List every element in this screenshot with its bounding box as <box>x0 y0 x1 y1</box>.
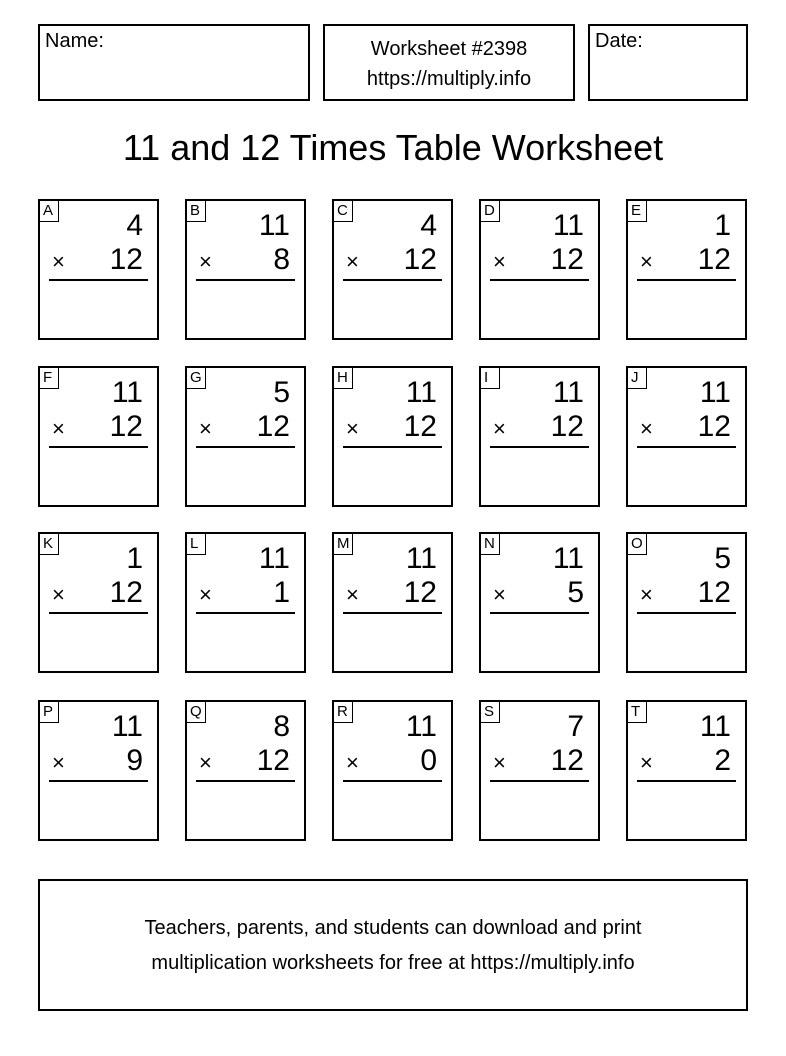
times-sign: × <box>346 750 359 775</box>
problem-box[interactable] <box>185 366 306 507</box>
footer-note <box>38 879 748 1011</box>
multiplier: 12 <box>109 410 143 443</box>
times-sign: × <box>640 750 653 775</box>
answer-line <box>196 612 295 614</box>
multiplicand: 11 <box>405 710 437 743</box>
multiplicand: 11 <box>111 710 143 743</box>
multiplicand: 1 <box>714 209 731 242</box>
multiplier: 12 <box>550 744 584 777</box>
times-sign: × <box>493 750 506 775</box>
answer-line <box>637 279 736 281</box>
times-sign: × <box>493 582 506 607</box>
problem-label: H <box>334 368 353 389</box>
problem-box[interactable] <box>479 199 600 340</box>
times-sign: × <box>640 249 653 274</box>
multiplicand: 11 <box>699 710 731 743</box>
multiplicand: 11 <box>258 209 290 242</box>
problem-label: F <box>40 368 59 389</box>
multiplier: 8 <box>273 243 290 276</box>
multiplicand: 4 <box>420 209 437 242</box>
multiplier: 12 <box>109 243 143 276</box>
footer-line-2: multiplication worksheets for free at https://multiply.info <box>151 952 635 974</box>
problem-box[interactable] <box>332 366 453 507</box>
multiplicand: 11 <box>699 376 731 409</box>
multiplicand: 4 <box>126 209 143 242</box>
answer-line <box>49 612 148 614</box>
date-field[interactable] <box>588 24 748 101</box>
problem-box[interactable] <box>626 366 747 507</box>
multiplier: 1 <box>273 576 290 609</box>
answer-line <box>637 612 736 614</box>
multiplier: 12 <box>256 410 290 443</box>
times-sign: × <box>640 416 653 441</box>
times-sign: × <box>346 582 359 607</box>
answer-line <box>490 612 589 614</box>
answer-line <box>637 780 736 782</box>
times-sign: × <box>199 582 212 607</box>
multiplicand: 5 <box>273 376 290 409</box>
times-sign: × <box>346 416 359 441</box>
answer-line <box>490 446 589 448</box>
problem-label: L <box>187 534 206 555</box>
answer-line <box>490 780 589 782</box>
problem-label: G <box>187 368 206 389</box>
answer-line <box>49 780 148 782</box>
problem-box[interactable] <box>626 199 747 340</box>
multiplier: 12 <box>697 576 731 609</box>
problem-label: B <box>187 201 206 222</box>
multiplier: 0 <box>420 744 437 777</box>
multiplier: 9 <box>126 744 143 777</box>
multiplicand: 11 <box>552 542 584 575</box>
name-label: Name: <box>45 30 104 52</box>
multiplier: 12 <box>403 243 437 276</box>
problem-box[interactable] <box>626 700 747 841</box>
answer-line <box>196 780 295 782</box>
answer-line <box>637 446 736 448</box>
answer-line <box>196 279 295 281</box>
times-sign: × <box>199 750 212 775</box>
problem-label: S <box>481 702 500 723</box>
multiplicand: 7 <box>567 710 584 743</box>
worksheet-url: https://multiply.info <box>366 68 532 90</box>
problem-box[interactable] <box>38 700 159 841</box>
multiplicand: 11 <box>111 376 143 409</box>
problem-label: J <box>628 368 647 389</box>
times-sign: × <box>199 416 212 441</box>
problem-label: O <box>628 534 647 555</box>
times-sign: × <box>52 750 65 775</box>
problem-box[interactable] <box>185 532 306 673</box>
name-field[interactable] <box>38 24 310 101</box>
problem-label: C <box>334 201 353 222</box>
problem-label: K <box>40 534 59 555</box>
problem-label: R <box>334 702 353 723</box>
times-sign: × <box>52 582 65 607</box>
problem-label: E <box>628 201 647 222</box>
problem-box[interactable] <box>479 700 600 841</box>
answer-line <box>49 446 148 448</box>
times-sign: × <box>199 249 212 274</box>
answer-line <box>49 279 148 281</box>
problem-box[interactable] <box>38 532 159 673</box>
answer-line <box>343 446 442 448</box>
multiplier: 12 <box>550 410 584 443</box>
times-sign: × <box>493 249 506 274</box>
multiplicand: 11 <box>258 542 290 575</box>
answer-line <box>343 279 442 281</box>
problem-box[interactable] <box>332 199 453 340</box>
problem-label: P <box>40 702 59 723</box>
multiplicand: 11 <box>405 542 437 575</box>
multiplicand: 5 <box>714 542 731 575</box>
answer-line <box>490 279 589 281</box>
problem-label: N <box>481 534 500 555</box>
problem-label: I <box>481 368 500 389</box>
times-sign: × <box>346 249 359 274</box>
problem-box[interactable] <box>185 700 306 841</box>
problem-box[interactable] <box>332 532 453 673</box>
multiplier: 2 <box>714 744 731 777</box>
multiplier: 12 <box>256 744 290 777</box>
answer-line <box>343 612 442 614</box>
multiplicand: 11 <box>552 376 584 409</box>
problem-box[interactable] <box>479 532 600 673</box>
page-title: 11 and 12 Times Table Worksheet <box>122 127 664 168</box>
times-sign: × <box>640 582 653 607</box>
multiplier: 12 <box>697 243 731 276</box>
problem-label: D <box>481 201 500 222</box>
problem-box[interactable] <box>185 199 306 340</box>
multiplier: 12 <box>403 410 437 443</box>
multiplier: 12 <box>697 410 731 443</box>
problem-box[interactable] <box>626 532 747 673</box>
worksheet-info <box>323 24 575 101</box>
multiplicand: 8 <box>273 710 290 743</box>
multiplicand: 11 <box>405 376 437 409</box>
problem-box[interactable] <box>332 700 453 841</box>
times-sign: × <box>52 249 65 274</box>
worksheet-number: Worksheet #2398 <box>370 38 528 60</box>
multiplicand: 11 <box>552 209 584 242</box>
date-label: Date: <box>595 30 643 52</box>
times-sign: × <box>493 416 506 441</box>
times-sign: × <box>52 416 65 441</box>
problem-box[interactable] <box>479 366 600 507</box>
problem-label: M <box>334 534 353 555</box>
multiplier: 12 <box>109 576 143 609</box>
problem-box[interactable] <box>38 366 159 507</box>
problem-label: Q <box>187 702 206 723</box>
answer-line <box>196 446 295 448</box>
answer-line <box>343 780 442 782</box>
problem-label: A <box>40 201 59 222</box>
multiplier: 5 <box>567 576 584 609</box>
multiplicand: 1 <box>126 542 143 575</box>
problem-label: T <box>628 702 647 723</box>
footer-line-1: Teachers, parents, and students can download and print <box>144 917 642 939</box>
problem-box[interactable] <box>38 199 159 340</box>
multiplier: 12 <box>550 243 584 276</box>
multiplier: 12 <box>403 576 437 609</box>
